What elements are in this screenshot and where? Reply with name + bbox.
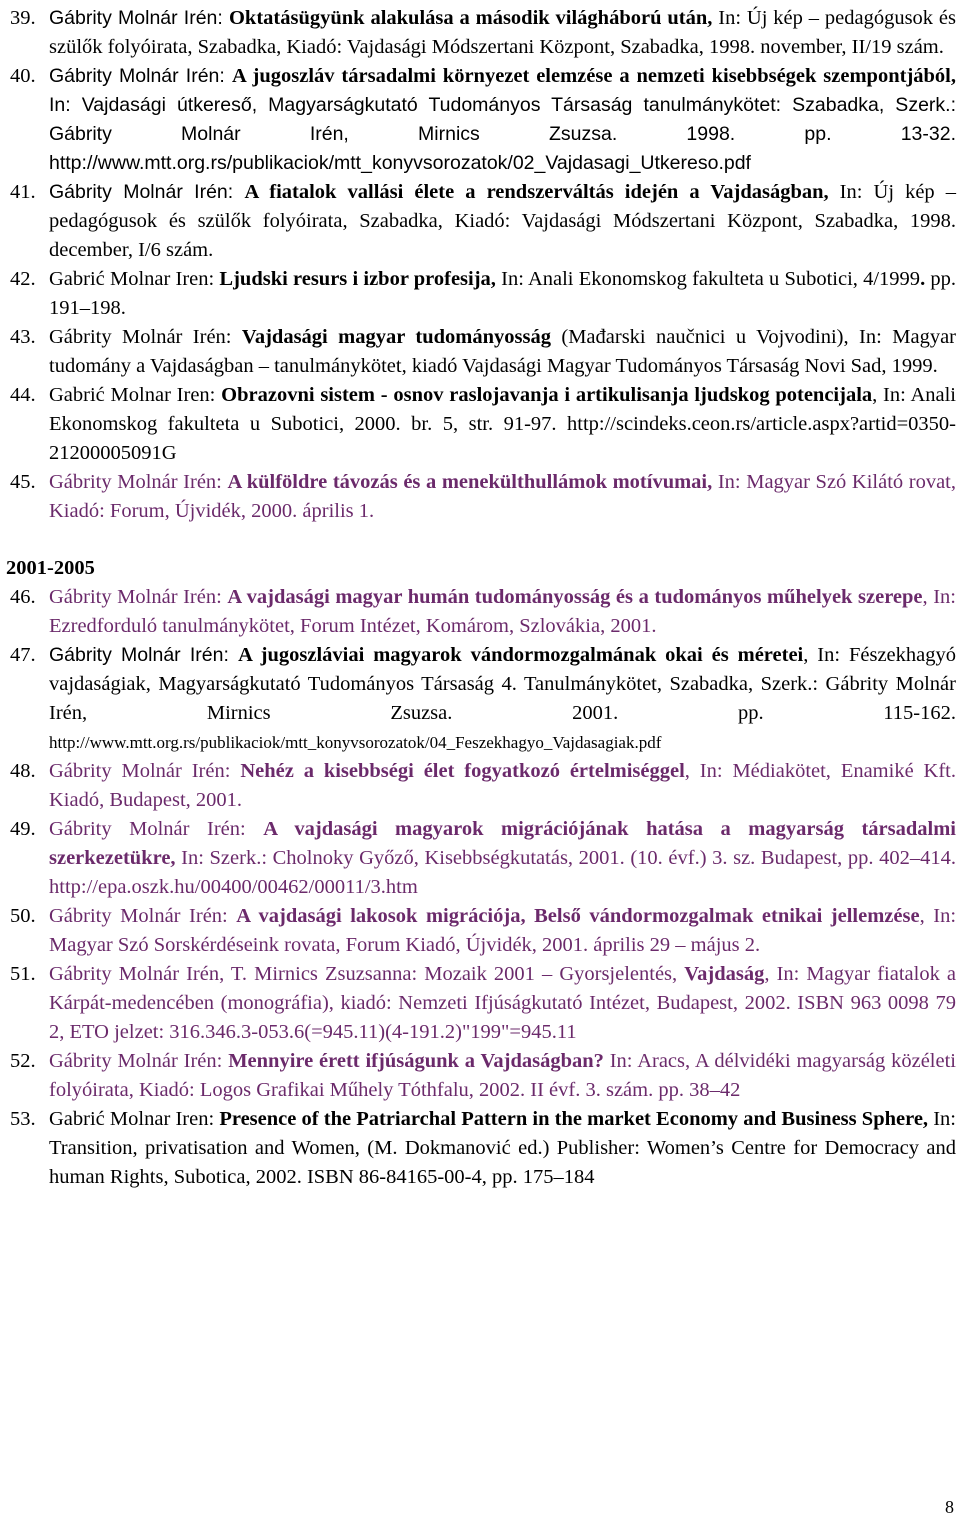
entry-text-run: Gábrity Molnár Irén: <box>49 181 245 203</box>
entry-text <box>49 4 956 62</box>
entry-text <box>49 323 956 381</box>
entry-text-run: (Mađarski naučnici u Vojvodini), In: Magyar tudomány a Vajdaságban – tanulmánykötet, kiadó Vajdasági Magyar Tudományos Társaság Novi Sad, 1999. <box>49 326 956 377</box>
entry-text-run: Gábrity Molnár Irén: <box>49 471 228 493</box>
entry-text-run: Oktatásügyünk alakulása a második világháború után, <box>228 7 713 29</box>
entry-text-run: A jugoszláviai magyarok vándormozgalmának okai és méretei <box>238 644 804 666</box>
entry-number: 50. <box>10 905 36 927</box>
entry-text-run: Gabrić Molnar Iren: <box>49 1108 220 1130</box>
entry-text-run: , In: Magyar Szó Sorskérdéseink rovata, Forum Kiadó, Újvidék, 2001. április 29 – május 2. <box>49 905 957 956</box>
entry-text <box>49 583 956 641</box>
entry-text-run: Gabrić Molnar Iren: <box>49 268 220 290</box>
entry-number: 39. <box>10 7 36 29</box>
bibliography-entry <box>10 265 956 323</box>
entry-text-run: Gabrić Molnar Iren: <box>49 384 222 406</box>
bibliography-entry <box>10 960 956 1047</box>
entry-text-run: Ljudski resurs i izbor profesija, <box>219 268 496 290</box>
entry-text-run: , In: Fészekhagyó vajdaságiak, Magyarságkutató Tudományos Társaság 4. Tanulmánykötet, Szabadka, Szerk.: Gábrity Molnár Irén, Mirnics Zsuzsa. 2001. pp. 115-162. <box>49 644 956 724</box>
bibliography-entry <box>10 1047 956 1105</box>
entry-text-run: , In: Anali Ekonomskog fakulteta u Subotici, 2000. br. 5, str. 91-97. http://scindeks.ceon.rs/article.aspx?artid=0350-21200005091G <box>49 384 956 464</box>
entry-number: 49. <box>10 818 36 840</box>
entry-text-run: A vajdasági magyar humán tudományosság és a tudományos műhelyek szerepe <box>227 586 923 608</box>
entry-text-run: Vajdaság <box>684 963 765 985</box>
entry-text <box>49 815 956 902</box>
bibliography-entry <box>10 4 956 62</box>
entry-text-run: Obrazovni sistem - osnov raslojavanja i artikulisanja ljudskog potencijala <box>221 384 873 406</box>
bibliography <box>6 4 957 1192</box>
entry-number: 46. <box>10 586 36 608</box>
entry-text-run: . <box>920 268 926 290</box>
bibliography-entry <box>10 815 956 902</box>
entry-text <box>49 757 956 815</box>
entry-number: 44. <box>10 384 36 406</box>
bibliography-entry <box>10 381 956 468</box>
entry-text-run: Gábrity Molnár Irén: <box>49 65 232 87</box>
entry-text-run: A jugoszláv társadalmi környezet elemzése a nemzeti kisebbségek szempontjából, <box>231 65 956 87</box>
entry-list <box>10 4 956 526</box>
bibliography-entry <box>10 323 956 381</box>
bibliography-entry <box>10 468 956 526</box>
entry-text-run: A vajdasági magyarok migrációjának hatása a magyarság társadalmi szerkezetükre, <box>49 818 956 869</box>
entry-number: 40. <box>10 65 36 87</box>
entry-text-run: pp. 191–198. <box>49 268 957 319</box>
entry-text-run: Gábrity Molnár Irén: <box>49 905 237 927</box>
entry-text-run: Gábrity Molnár Irén, T. Mirnics Zsuzsanna: Mozaik 2001 – Gyorsjelentés, <box>49 963 685 985</box>
entry-number: 42. <box>10 268 36 290</box>
entry-text <box>49 468 956 526</box>
bibliography-entry <box>10 583 956 641</box>
entry-text <box>49 1105 956 1192</box>
entry-text-run: Mennyire érett ifjúságunk a Vajdaságban? <box>228 1050 604 1072</box>
entry-text-run: In: Transition, privatisation and Women, (M. Dokmanović ed.) Publisher: Women’s Centre for Democracy and human Rights, Subotica, 2002. ISBN 86-84165-00-4, pp. 175–184 <box>49 1108 956 1188</box>
entry-text <box>49 960 956 1047</box>
entry-text-run: In: Új kép – pedagógusok és szülők folyóirata, Szabadka, Kiadó: Vajdasági Módszertani Központ, Szabadka, 1998. november, II/19 szám. <box>49 7 956 58</box>
entry-text-run: http://www.mtt.org.rs/publikaciok/mtt_konyvsorozatok/04_Feszekhagyo_Vajdasagiak.pdf <box>49 733 662 752</box>
entry-number: 41. <box>10 181 36 203</box>
entry-text-run: A külföldre távozás és a menekülthullámok motívumai, <box>227 471 713 493</box>
entry-number: 45. <box>10 471 36 493</box>
entry-text-run: In: Anali Ekonomskog fakulteta u Subotici, 4/1999 <box>495 268 921 290</box>
entry-text <box>49 265 956 323</box>
entry-text-run: Presence of the Patriarchal Pattern in the market Economy and Business Sphere, <box>219 1108 929 1130</box>
entry-text-run: In: Új kép – pedagógusok és szülők folyóirata, Szabadka, Kiadó: Vajdasági Módszertani Központ, Szabadka, 1998. december, I/6 szám. <box>49 181 956 261</box>
entry-text-run: Gábrity Molnár Irén: <box>49 326 242 348</box>
entry-text-run: Nehéz a kisebbségi élet fogyatkozó értelmiséggel <box>240 760 685 782</box>
entry-text-run: In: Vajdasági útkereső, Magyarságkutató Tudományos Társaság tanulmánykötet: Szabadka, Szerk.: Gábrity Molnár Irén, Mirnics Zsuzsa. 1998. pp. 13-32. http://www.mtt.org.rs/publikaciok/mtt_konyvsorozatok/02_Vajdasagi_Utkereso.pdf <box>49 94 956 174</box>
entry-text <box>49 1047 956 1105</box>
entry-text <box>49 62 956 178</box>
entry-number: 52. <box>10 1050 36 1072</box>
entry-text-run: In: Szerk.: Cholnoky Győző, Kisebbségkutatás, 2001. (10. évf.) 3. sz. Budapest, pp. 402–414. http://epa.oszk.hu/00400/00462/00011/3.htm <box>49 847 956 898</box>
entry-text <box>49 178 956 265</box>
entry-text-run: Gábrity Molnár Irén: <box>49 818 264 840</box>
section-heading: 2001-2005 <box>6 557 95 579</box>
entry-text-run: A fiatalok vallási élete a rendszerváltás idején a Vajdaságban, <box>244 181 829 203</box>
bibliography-entry <box>10 902 956 960</box>
bibliography-entry <box>10 757 956 815</box>
entry-text-run: In: Magyar Szó Kilátó rovat, Kiadó: Forum, Újvidék, 2000. április 1. <box>49 471 956 522</box>
entry-text-run: Gábrity Molnár Irén: <box>49 1050 229 1072</box>
entry-text-run: Gábrity Molnár Irén: <box>49 7 229 29</box>
entry-number: 53. <box>10 1108 36 1130</box>
entry-text-run: Gábrity Molnár Irén: <box>49 644 239 666</box>
entry-number: 51. <box>10 963 36 985</box>
bibliography-entry <box>10 178 956 265</box>
entry-text-run: , In: Médiakötet, Enamiké Kft. Kiadó, Budapest, 2001. <box>49 760 957 811</box>
entry-text-run: A vajdasági lakosok migrációja, Belső vándormozgalmak etnikai jellemzése <box>236 905 920 927</box>
entry-number: 48. <box>10 760 36 782</box>
bibliography-entry <box>10 1105 956 1192</box>
entry-text-run: Vajdasági magyar tudományosság <box>241 326 551 348</box>
entry-text-run: In: Aracs, A délvidéki magyarság közéleti folyóirata, Kiadó: Logos Grafikai Műhely Tóthfalu, 2002. II évf. 3. szám. pp. 38–42 <box>49 1050 956 1101</box>
entry-text-run: Gábrity Molnár Irén: <box>49 760 241 782</box>
entry-text-run: , In: Ezredforduló tanulmánykötet, Forum Intézet, Komárom, Szlovákia, 2001. <box>49 586 956 637</box>
bibliography-entry <box>10 641 956 757</box>
entry-text <box>49 381 956 468</box>
entry-text-run: Gábrity Molnár Irén: <box>49 586 228 608</box>
page-number: 8 <box>945 1497 954 1517</box>
entry-text <box>49 641 956 757</box>
entry-list <box>10 583 956 1192</box>
entry-number: 43. <box>10 326 36 348</box>
entry-text <box>49 902 956 960</box>
bibliography-entry <box>10 62 956 178</box>
entry-text-run: , In: Magyar fiatalok a Kárpát-medencében (monográfia), kiadó: Nemzeti Ifjúságkutató Intézet, Budapest, 2002. ISBN 963 0098 79 2, ETO jelzet: 316.346.3-053.6(=945.11)(4-191.2)"199"=945.11 <box>49 963 957 1043</box>
entry-number: 47. <box>10 644 36 666</box>
